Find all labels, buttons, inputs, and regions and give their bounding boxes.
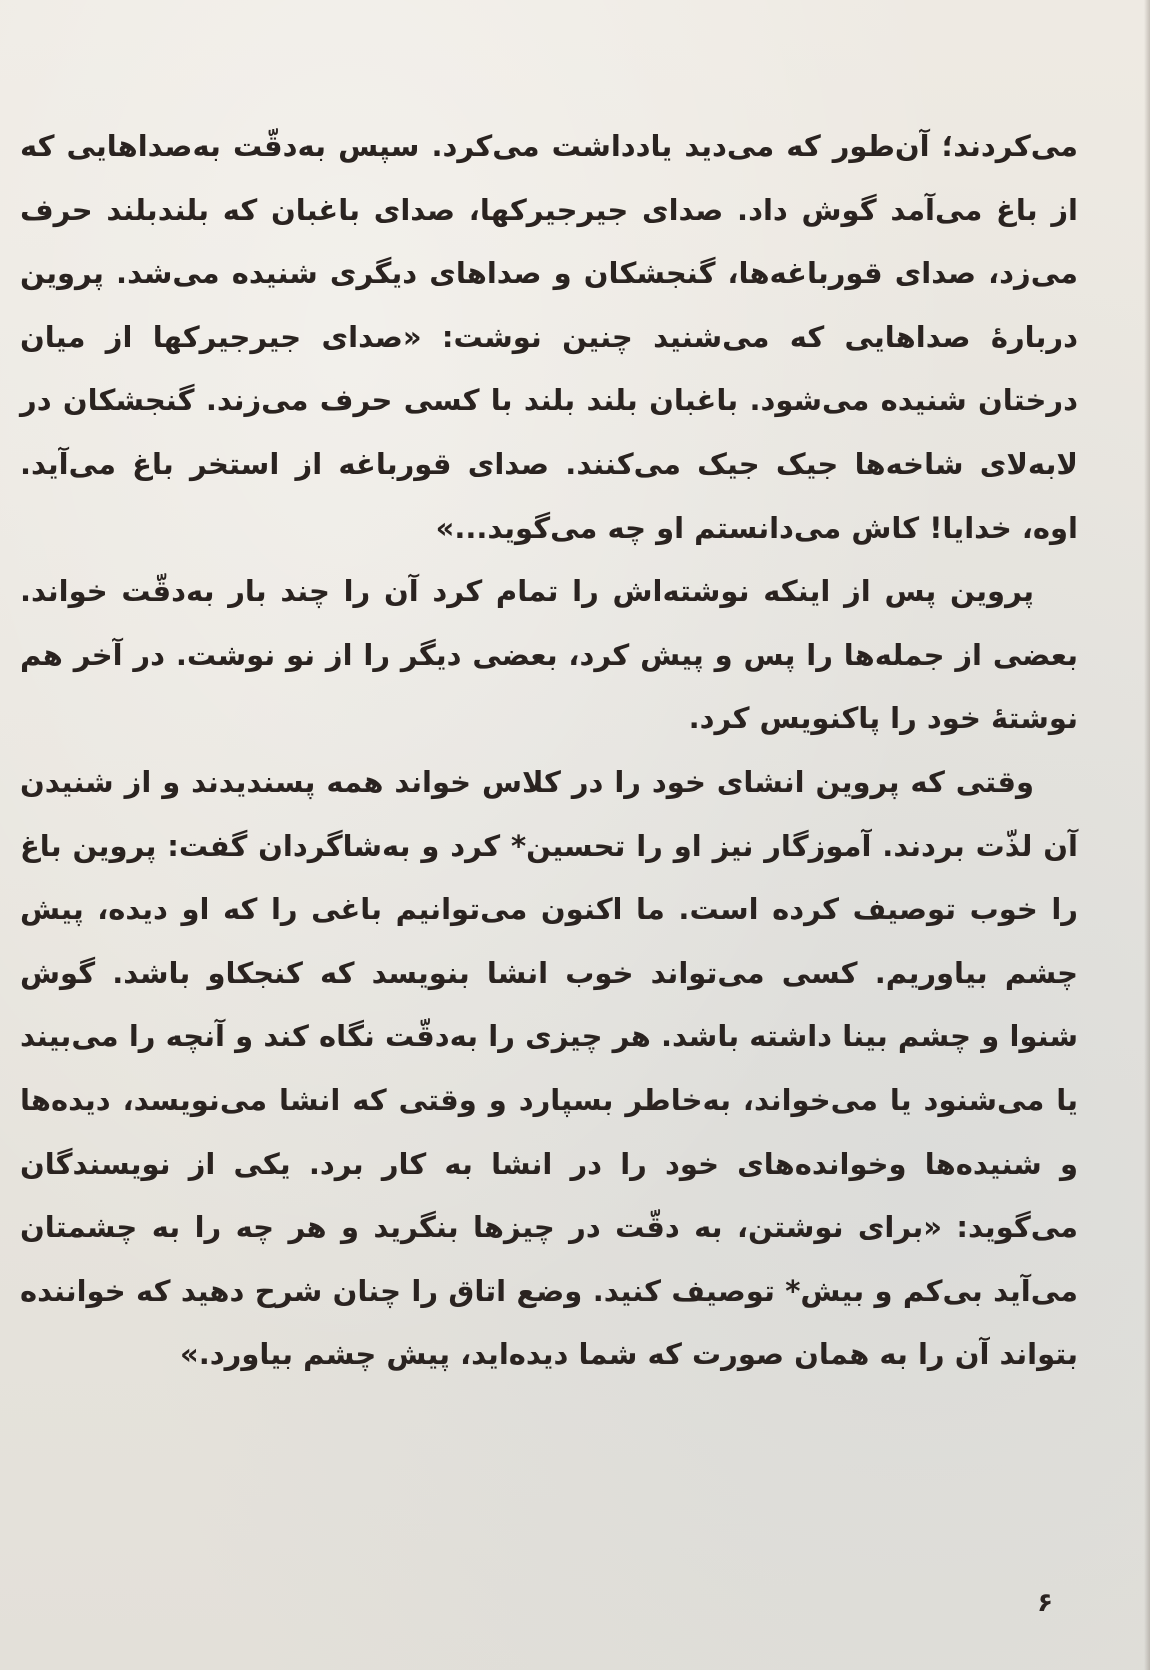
page-edge-shadow — [1144, 0, 1150, 1670]
page-number: ۶ — [1037, 1588, 1053, 1618]
body-text — [20, 115, 1078, 1387]
paragraph-3: وقتی که پروین انشای خود را در کلاس خواند همه پسندیدند و از شنیدن آن لذّت بردند. آموزگار نیز او را تحسین* کرد و به‌شاگردان گفت: پروین باغ را خوب توصیف کرده است. ما اکنون می‌توانیم باغی را که او دیده، پیش چشم بیاوریم. کسی می‌تواند خوب انشا بنویسد که کنجکاو باشد. گوش شنوا و چشم بینا داشته باشد. هر چیزی را به‌دقّت نگاه کند و آنچه را می‌بیند یا می‌شنود یا می‌خواند، به‌خاطر بسپارد و وقتی که انشا می‌نویسد، دیده‌ها و شنیده‌ها وخوانده‌های خود را در انشا به کار برد. یکی از نویسندگان می‌گوید: «برای نوشتن، به دقّت در چیزها بنگرید و هر چه را به چشمتان می‌آید بی‌کم و بیش* توصیف کنید. وضع اتاق را چنان شرح دهید که خواننده بتواند آن را به همان صورت که شما دیده‌اید، پیش چشم بیاورد.» — [20, 764, 1078, 1372]
paragraph-1: می‌کردند؛ آن‌طور که می‌دید یادداشت می‌کرد. سپس به‌دقّت به‌صداهایی که از باغ می‌آمد گوش داد. صدای جیرجیرکها، صدای باغبان که بلندبلند حرف می‌زد، صدای قورباغه‌ها، گنجشکان و صداهای دیگری شنیده می‌شد. پروین دربارهٔ صداهایی که می‌شنید چنین نوشت: «صدای جیرجیرکها از میان درختان شنیده می‌شود. باغبان بلند بلند با کسی حرف می‌زند. گنجشکان در لابه‌لای شاخه‌ها جیک جیک می‌کنند. صدای قورباغه از استخر باغ می‌آید. اوه، خدایا! کاش می‌دانستم او چه می‌گوید...» — [20, 129, 1078, 545]
paragraph-2: پروین پس از اینکه نوشته‌اش را تمام کرد آن را چند بار به‌دقّت خواند. بعضی از جمله‌ها را پس و پیش کرد، بعضی دیگر را از نو نوشت. در آخر هم نوشتهٔ خود را پاکنویس کرد. — [20, 574, 1078, 736]
